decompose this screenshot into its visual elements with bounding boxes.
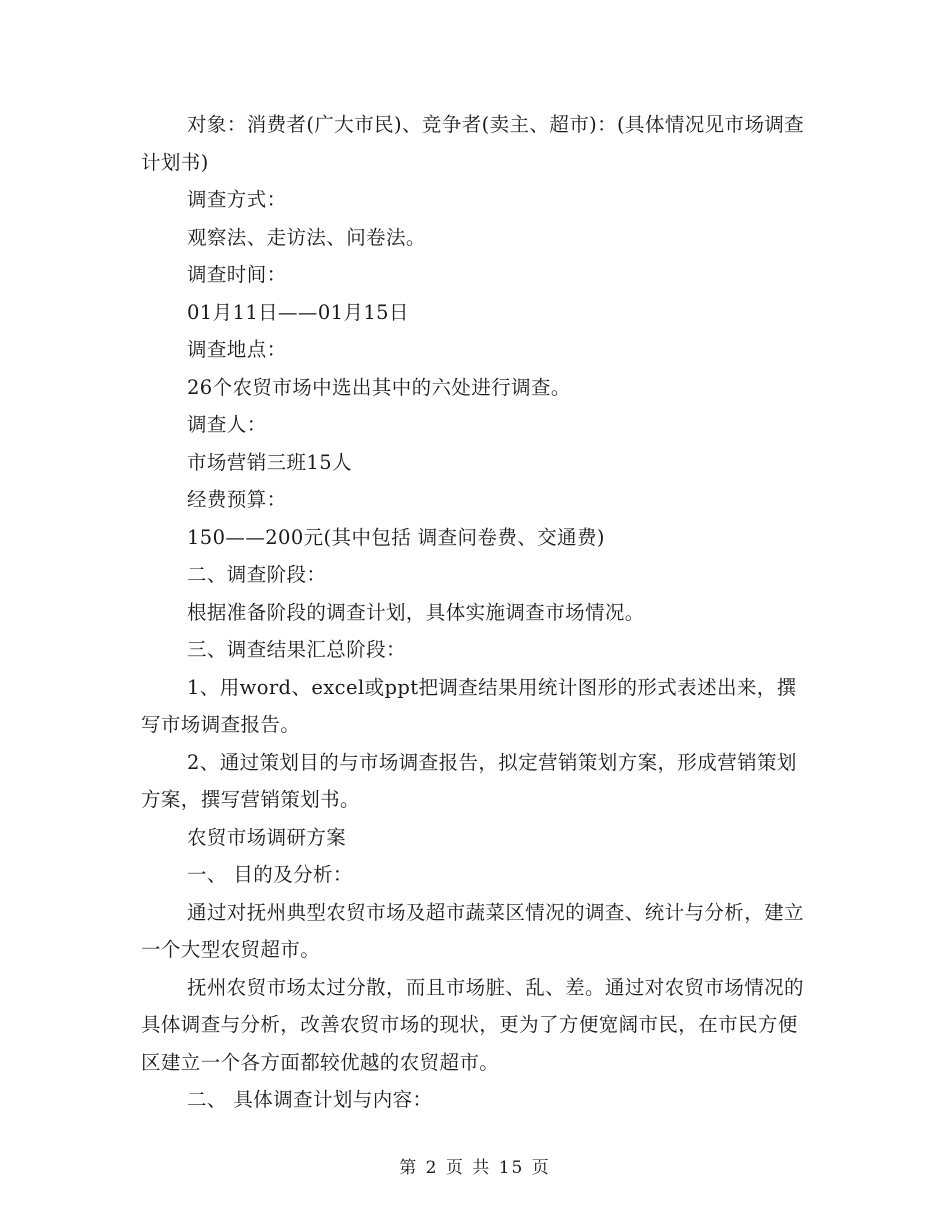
paragraph-budget-heading: 经费预算： (187, 488, 287, 511)
paragraph-summary-stage-heading: 三、调查结果汇总阶段： (187, 638, 406, 661)
paragraph-plan-title: 农贸市场调研方案 (187, 825, 347, 849)
document-body (141, 106, 811, 1119)
paragraph-summary-step-2: 2、通过策划目的与市场调查报告，拟定营销策划方案，形成营销策划方案，撰写营销策划书。 (141, 750, 797, 811)
paragraph-budget: 150——200元(其中包括 调查问卷费、交通费) (187, 525, 605, 549)
page-footer: 第 2 页 共 15 页 (399, 1158, 551, 1178)
paragraph-survey-stage-heading: 二、调查阶段： (187, 563, 327, 586)
paragraph-survey-method-heading: 调查方式： (187, 188, 287, 211)
paragraph-survey-time: 01月11日——01月15日 (187, 300, 409, 324)
paragraph-survey-location-heading: 调查地点： (187, 338, 287, 361)
paragraph-summary-step-1: 1、用word、excel或ppt把调查结果用统计图形的形式表述出来，撰写市场调查报告。 (141, 675, 797, 736)
paragraph-surveyor-heading: 调查人： (187, 413, 267, 436)
paragraph-survey-time-heading: 调查时间： (187, 263, 287, 286)
paragraph-surveyor: 市场营销三班15人 (187, 450, 352, 474)
paragraph-survey-stage: 根据准备阶段的调查计划，具体实施调查市场情况。 (187, 600, 645, 624)
paragraph-survey-targets: 对象：消费者(广大市民)、竞争者(卖主、超市)：(具体情况见市场调查计划书) (141, 113, 805, 174)
paragraph-plan-content-heading: 二、 具体调查计划与内容： (187, 1088, 433, 1111)
paragraph-survey-methods: 观察法、走访法、问卷法。 (187, 225, 426, 249)
paragraph-analysis: 抚州农贸市场太过分散，而且市场脏、乱、差。通过对农贸市场情况的具体调查与分析，改善农贸市场的现状，更为了方便宽阔市民，在市民方便区建立一个各方面都较优越的农贸超市。 (141, 975, 804, 1074)
paragraph-purpose-heading: 一、 目的及分析： (187, 863, 353, 886)
paragraph-survey-location: 26个农贸市场中选出其中的六处进行调查。 (187, 375, 571, 399)
paragraph-purpose: 通过对抚州典型农贸市场及超市蔬菜区情况的调查、统计与分析，建立一个大型农贸超市。 (141, 900, 804, 961)
